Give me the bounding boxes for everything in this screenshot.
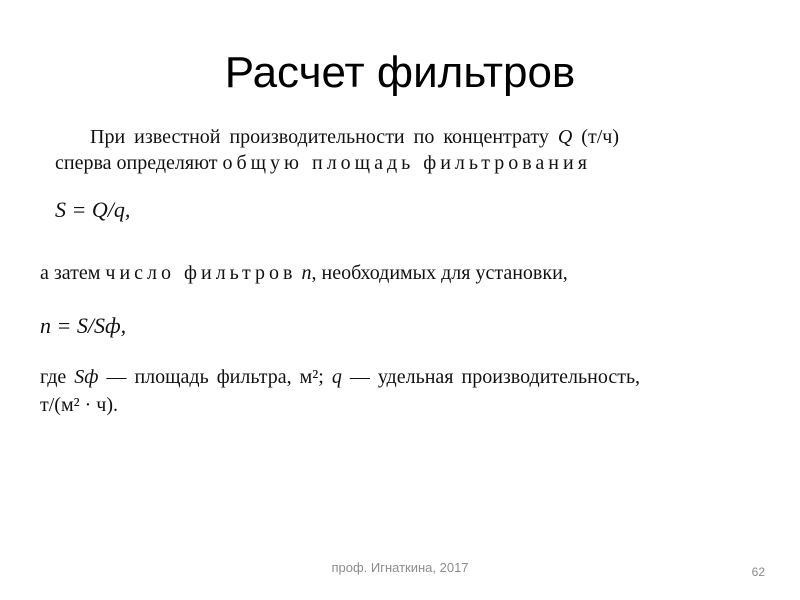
- text-line-4-part-c: — удельная производительность,: [341, 366, 641, 388]
- text-line-2: [55, 152, 591, 175]
- text-line-3: [40, 262, 568, 285]
- text-line-5: т/(м² · ч).: [40, 394, 118, 416]
- text-line-1-q: Q: [557, 126, 573, 148]
- text-line-4-q: q: [331, 366, 342, 388]
- text-line-3-spaced: число фильтров: [105, 262, 297, 284]
- text-line-1: [90, 126, 619, 149]
- text-line-4-part-a: где: [40, 366, 75, 388]
- formula-area: S = Q/q,: [55, 197, 131, 222]
- slide-title: Расчет фильтров: [224, 48, 576, 97]
- text-line-4: [40, 366, 640, 389]
- text-line-1-part-b: (т/ч): [572, 126, 619, 148]
- formula-filter-count: n = S/Sф,: [40, 313, 127, 338]
- text-line-1-part-a: При известной производительности по концентрату: [90, 126, 558, 148]
- text-line-4-part-b: — площадь фильтра, м²;: [98, 366, 332, 388]
- text-line-4-sf: Sф: [74, 366, 99, 388]
- text-line-3-n: n: [296, 262, 312, 284]
- page-number: 62: [751, 565, 765, 579]
- text-line-2-spaced: общую площадь фильтрования: [222, 152, 591, 174]
- text-line-3-part-c: , необходимых для установки,: [311, 262, 568, 284]
- footer-author: проф. Игнаткина, 2017: [331, 560, 469, 575]
- text-line-3-part-a: а затем: [40, 262, 106, 284]
- text-line-2-part-a: сперва определяют: [55, 152, 223, 174]
